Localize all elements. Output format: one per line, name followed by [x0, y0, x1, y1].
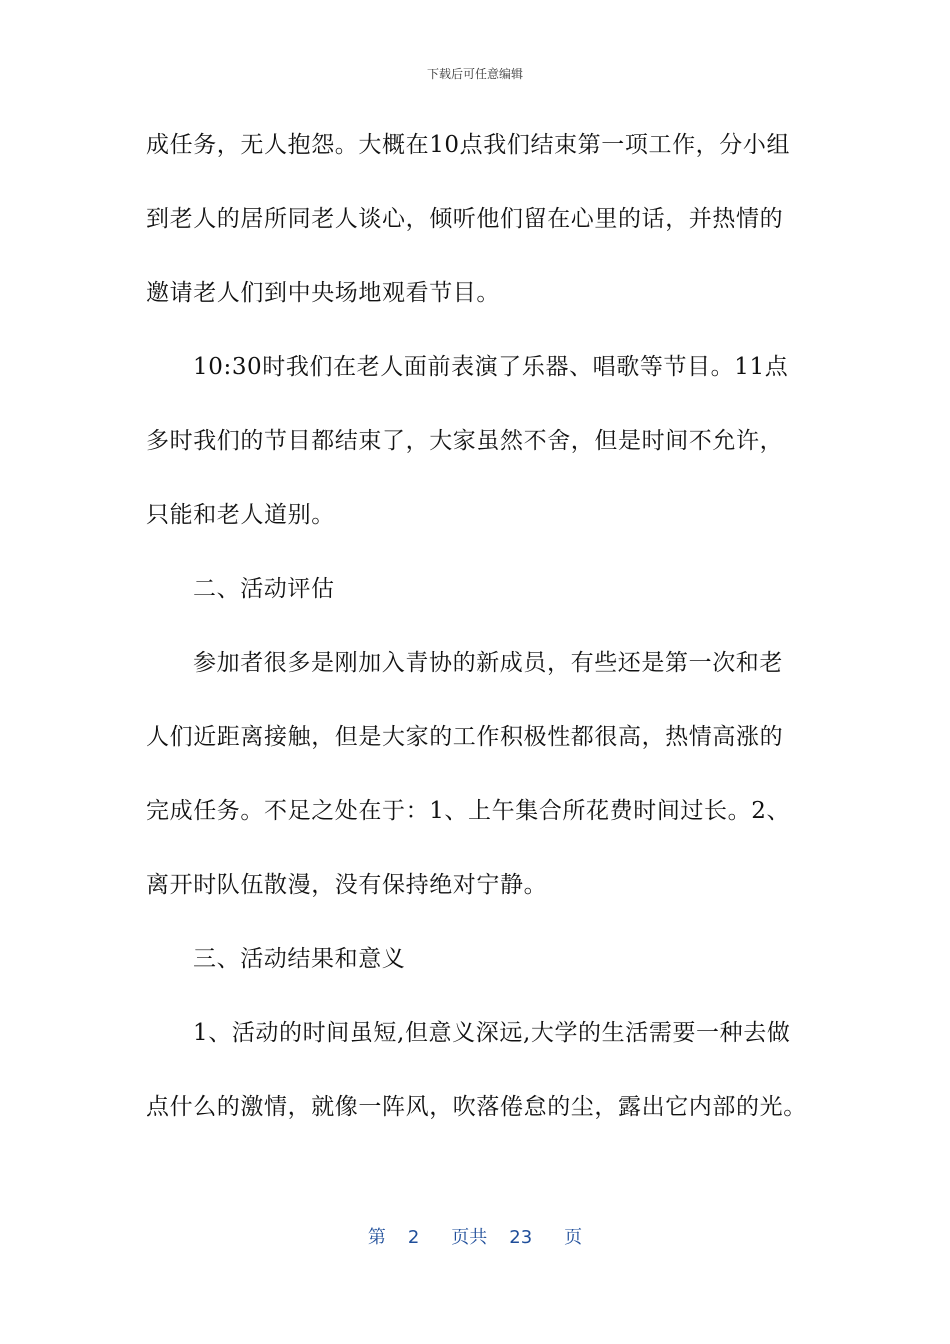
footer-total-pages: 23	[509, 1227, 533, 1248]
section-heading-evaluation: 二、活动评估	[193, 576, 335, 602]
footer-prefix: 第	[367, 1227, 386, 1248]
text-line-3: 邀请老人们到中央场地观看节目。	[146, 280, 500, 306]
page-footer	[0, 1224, 950, 1252]
text-line-6: 只能和老人道别。	[146, 502, 335, 528]
text-line-14: 点什么的激情，就像一阵风，吹落倦怠的尘，露出它内部的光。	[146, 1094, 807, 1120]
document-body	[146, 120, 810, 1156]
footer-middle: 页共	[451, 1227, 488, 1248]
text-line-9: 人们近距离接触，但是大家的工作积极性都很高，热情高涨的	[146, 724, 784, 750]
text-line-11: 离开时队伍散漫，没有保持绝对宁静。	[146, 872, 548, 898]
text-line-10: 完成任务。不足之处在于：1、上午集合所花费时间过长。2、	[146, 798, 791, 824]
text-line-8: 参加者很多是刚加入青协的新成员，有些还是第一次和老	[193, 650, 783, 676]
footer-page-number: 2	[407, 1227, 420, 1248]
text-line-1: 成任务，无人抱怨。大概在10点我们结束第一项工作，分小组	[146, 132, 791, 158]
text-line-4: 10:30时我们在老人面前表演了乐器、唱歌等节目。11点	[193, 354, 789, 380]
page-header: 下载后可任意编辑	[426, 67, 523, 81]
text-line-5: 多时我们的节目都结束了，大家虽然不舍，但是时间不允许，	[146, 428, 784, 454]
text-line-13: 1、活动的时间虽短,但意义深远,大学的生活需要一种去做	[193, 1020, 791, 1046]
section-heading-results: 三、活动结果和意义	[193, 946, 406, 972]
footer-suffix: 页	[564, 1227, 583, 1248]
text-line-2: 到老人的居所同老人谈心，倾听他们留在心里的话，并热情的	[146, 206, 784, 232]
